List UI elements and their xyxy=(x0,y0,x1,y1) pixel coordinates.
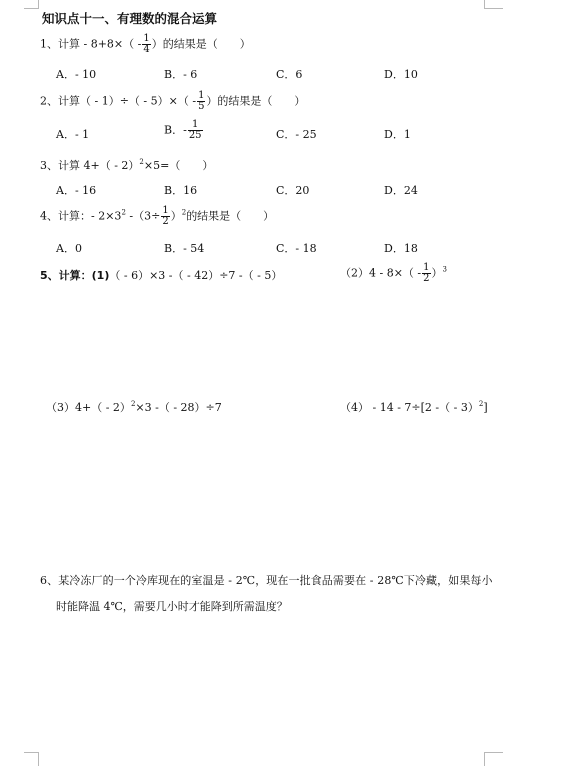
q1-option-c: C．6 xyxy=(276,68,303,81)
question-2-tail: ）的结果是（ ） xyxy=(206,94,306,108)
exponent: 2 xyxy=(139,158,144,166)
fraction-denominator: 4 xyxy=(143,44,150,55)
q2-option-b xyxy=(164,120,204,141)
question-4-text: 4、计算：- 2×3 xyxy=(40,209,122,223)
q2-option-c: C．- 25 xyxy=(276,128,317,141)
question-3 xyxy=(40,157,213,173)
fraction-denominator: 25 xyxy=(188,130,202,141)
q4-option-d: D．18 xyxy=(384,242,418,255)
question-4-mid2: ） xyxy=(170,209,182,223)
q4-option-b: B．- 54 xyxy=(164,242,205,255)
question-1-text: 1、计算 - 8+8×（ - xyxy=(40,37,142,51)
question-2-text: 2、计算（ - 1）÷（ - 5）×（ - xyxy=(40,94,197,108)
exponent: 2 xyxy=(181,208,187,217)
question-5-part-2-tail: ） xyxy=(431,266,443,280)
fraction-numerator: 1 xyxy=(188,120,203,131)
fraction-numerator: 1 xyxy=(423,262,430,273)
question-6-line-2: 时能降温 4℃，需要几小时才能降到所需温度？ xyxy=(56,600,288,613)
q4-option-a: A．0 xyxy=(56,242,82,255)
fraction-numerator: 1 xyxy=(162,205,169,216)
question-5 xyxy=(40,267,282,283)
question-4-mid: -（3÷ xyxy=(125,209,161,223)
fraction-numerator: 1 xyxy=(143,33,150,44)
corner-mark-top-right xyxy=(484,0,503,9)
question-5-part-3 xyxy=(46,399,222,415)
exponent: 2 xyxy=(121,208,126,217)
q3-option-d: D．24 xyxy=(384,184,418,197)
question-2 xyxy=(40,91,305,112)
question-5-part-4-text: （4） - 14 - 7÷[2 -（ - 3） xyxy=(340,401,479,414)
corner-mark-top-left xyxy=(24,0,39,9)
q4-option-c: C．- 18 xyxy=(276,242,317,255)
question-5-part-4-tail: ] xyxy=(483,401,488,414)
question-5-part-2-text: （2）4 - 8×（ - xyxy=(340,266,422,280)
section-title: 知识点十一、有理数的混合运算 xyxy=(42,11,218,26)
fraction-denominator: 5 xyxy=(198,101,205,112)
fraction xyxy=(197,91,205,112)
q3-option-c: C．20 xyxy=(276,184,310,197)
fraction-denominator: 2 xyxy=(423,273,430,284)
q1-option-d: D．10 xyxy=(384,68,418,81)
question-4 xyxy=(40,206,274,227)
fraction-denominator: 2 xyxy=(162,216,169,227)
fraction-numerator: 1 xyxy=(198,90,205,101)
question-4-tail: 的结果是（ ） xyxy=(186,209,275,223)
fraction xyxy=(188,120,203,141)
question-5-part-3-tail: ×3 -（ - 28）÷7 xyxy=(135,401,222,414)
question-6-line-1: 6、某冷冻厂的一个冷库现在的室温是 - 2℃，现在一批食品需要在 - 28℃下冷藏，如果每小 xyxy=(40,574,493,587)
q1-option-a: A．- 10 xyxy=(56,68,97,81)
q2-option-a: A．- 1 xyxy=(56,128,90,141)
fraction xyxy=(161,206,169,227)
question-3-tail: ×5=（ ） xyxy=(143,159,214,172)
q1-option-b: B．- 6 xyxy=(164,68,198,81)
q2-option-b-label: B．- xyxy=(164,123,187,137)
exponent: 2 xyxy=(478,400,484,408)
question-1-tail: ）的结果是（ ） xyxy=(151,37,251,51)
exponent: 3 xyxy=(442,265,447,274)
corner-mark-bottom-right xyxy=(484,752,503,766)
question-5-part-3-text: （3）4+（ - 2） xyxy=(46,401,131,414)
corner-mark-bottom-left xyxy=(24,752,39,766)
question-5-part-2 xyxy=(340,263,447,284)
question-5-label: 5、计算：(1) xyxy=(40,269,110,282)
question-3-text: 3、计算 4+（ - 2） xyxy=(40,159,140,172)
question-1 xyxy=(40,34,251,55)
q3-option-a: A．- 16 xyxy=(56,184,97,197)
question-5-part-1: （ - 6）×3 -（ - 42）÷7 -（ - 5） xyxy=(109,269,283,282)
fraction xyxy=(422,263,430,284)
fraction xyxy=(142,34,150,55)
question-5-part-4 xyxy=(340,399,488,415)
q3-option-b: B．16 xyxy=(164,184,198,197)
q2-option-d: D．1 xyxy=(384,128,411,141)
exponent: 2 xyxy=(130,400,136,408)
